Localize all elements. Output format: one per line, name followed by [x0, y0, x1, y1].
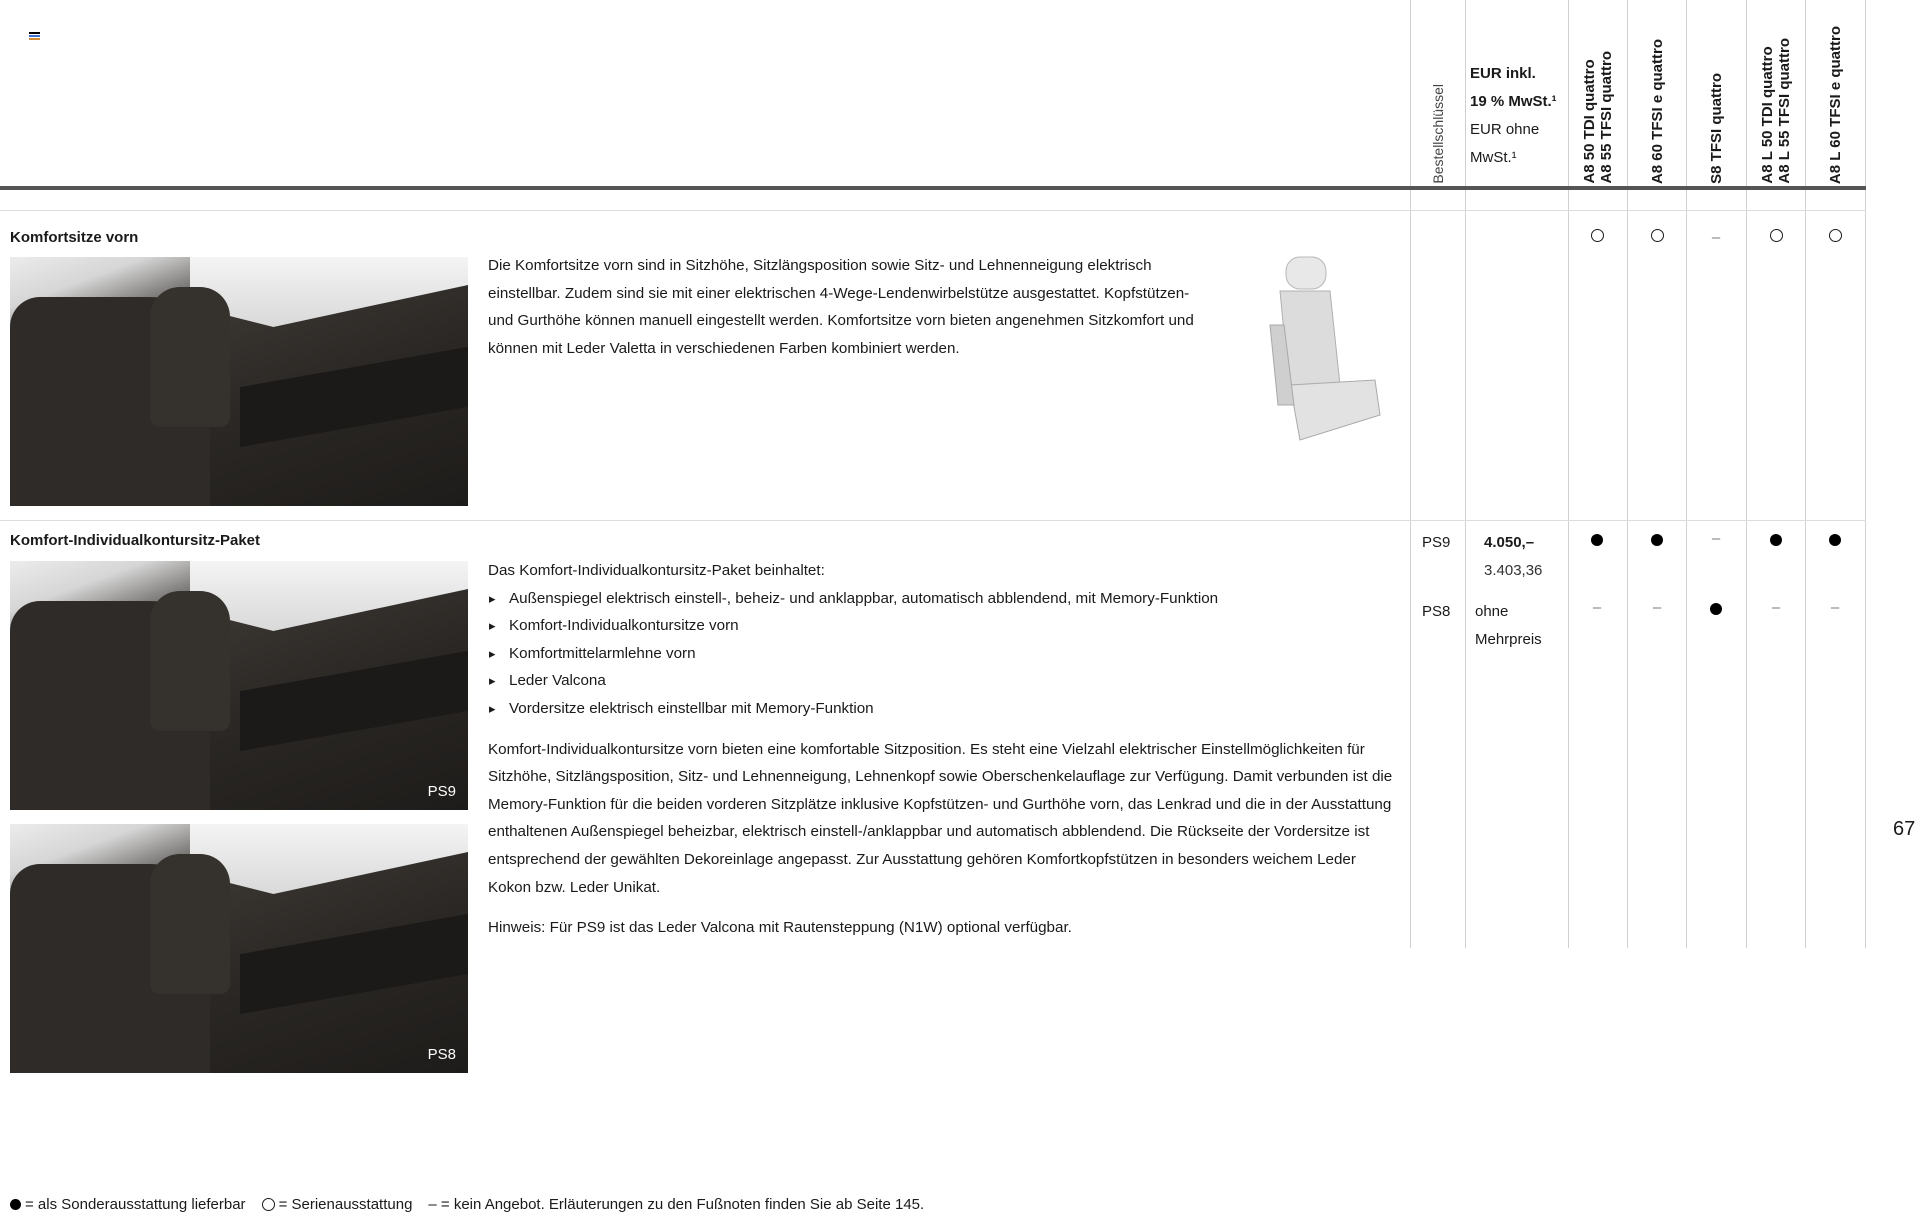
price-line1: ohne — [1475, 603, 1509, 620]
price-incl: 4.050,– — [1484, 534, 1535, 551]
row-description: Die Komfortsitze vorn sind in Sitzhöhe, Sitzlängsposition sowie Sitz- und Lehnenneigung elektrisch einstellbar. Zudem sind sie mit einer elektrischen 4-Wege-Lendenwirbelstütze ausgestattet. Kopfstützen- und Gurthöhe können manuell eingestellt werden. Komfortsitze vorn bieten angenehmen Sitzkomfort und können mit Leder Valetta in verschiedenen Farben kombiniert werden. — [488, 257, 1194, 357]
order-code: PS8 — [1422, 603, 1451, 620]
header-rule — [0, 186, 1866, 190]
availability-mark — [1647, 533, 1667, 550]
interior-photo-ps8 — [10, 824, 468, 1073]
availability-mark: – — [1830, 599, 1840, 616]
availability-mark: – — [1711, 229, 1721, 246]
availability-mark — [1766, 229, 1786, 246]
row-title-kontursitz-paket: Komfort-Individualkontursitz-Paket — [10, 532, 261, 549]
legend: = als Sonderausstattung lieferbar = Serienausstattung – = kein Angebot. Erläuterungen zu den Fußnoten finden Sie ab Seite 145. — [10, 1196, 924, 1213]
availability-mark — [1825, 229, 1845, 246]
header-model-a8-60: A8 60 TFSI e quattro — [1648, 38, 1666, 184]
list-item: ▸ Komfortmittelarmlehne vorn — [488, 640, 1402, 668]
availability-mark — [1766, 533, 1786, 550]
header-price: EUR inkl. 19 % MwSt.¹ EUR ohne MwSt.¹ — [1470, 65, 1557, 166]
availability-mark — [1647, 229, 1667, 246]
header-bestellschluessel: Bestellschlüssel — [1429, 84, 1446, 184]
list-item: ▸ Vordersitze elektrisch einstellbar mit Memory-Funktion — [488, 695, 1402, 723]
header-rule-thin — [0, 210, 1866, 211]
column-divider — [1865, 0, 1866, 948]
standard-circle-icon — [262, 1198, 275, 1211]
availability-mark — [1825, 533, 1845, 550]
availability-mark: – — [1771, 599, 1781, 616]
page-number: 67 — [1893, 818, 1916, 840]
list-item: ▸ Außenspiegel elektrisch einstell-, beheiz- und anklappbar, automatisch abblendend, mit Memory-Funktion — [488, 585, 1402, 613]
price-excl: 3.403,36 — [1484, 562, 1543, 579]
list-item: ▸ Komfort-Individualkontursitze vorn — [488, 612, 1402, 640]
column-divider — [1465, 0, 1466, 948]
header-model-a8-50-55: A8 50 TDI quattro A8 55 TFSI quattro — [1581, 51, 1615, 184]
availability-mark: – — [1652, 599, 1662, 616]
availability-mark — [1587, 533, 1607, 550]
seat-illustration — [1250, 255, 1390, 455]
availability-mark: – — [1711, 530, 1721, 547]
price-line2: Mehrpreis — [1475, 631, 1542, 648]
row-title-komfortsitze: Komfortsitze vorn — [10, 229, 139, 246]
row-description: Das Komfort-Individualkontursitz-Paket beinhaltet: ▸ Außenspiegel elektrisch einstell-, beheiz- und anklappbar, automatisch abblendend, mit Memory-Funktion ▸ Komfort-Individualkontursitze vorn ▸ Komfortmittelarmlehne vorn ▸ Leder Valcona ▸ Vordersitze elektrisch einstellbar mit Memory-Funktion Komfort-Individualkontursitze vorn bieten eine komfortable Sitzposition. Es steht eine Vielzahl elektrischer Einstellmöglichkeiten für Sitzhöhe, Sitzlängsposition, Sitz- und Lehnenneigung, Lehnenkopf sowie Oberschenkelauflage zur Verfügung. Damit verbunden ist die Memory-Funktion für die beiden vorderen Sitzplätze inklusive Kopfstützen- und Gurthöhe vorn, das Lenkrad und die in der Ausstattung enthaltenen Außenspiegel beheizbar, elektrisch einstell-/anklappbar und automatisch abblendend. Die Rückseite der Vordersitze ist entsprechend der gewählten Dekoreinlage angepasst. Zur Ausstattung gehören Komfortkopfstützen in besonders weichem Leder Kokon bzw. Leder Unikat. Hinweis: Für PS9 ist das Leder Valcona mit Rautensteppung (N1W) optional verfügbar. — [488, 557, 1402, 955]
image-tag: PS9 — [427, 783, 456, 800]
language-flag-icon — [29, 32, 40, 40]
interior-photo — [10, 257, 468, 506]
optional-dot-icon — [10, 1199, 21, 1210]
header-model-a8l-60: A8 L 60 TFSI e quattro — [1827, 25, 1844, 184]
interior-photo-ps9 — [10, 561, 468, 810]
image-tag: PS8 — [427, 1046, 456, 1063]
availability-mark — [1587, 229, 1607, 246]
row-separator — [0, 520, 1866, 521]
availability-mark — [1706, 602, 1726, 619]
list-item: ▸ Leder Valcona — [488, 667, 1402, 695]
order-code: PS9 — [1422, 534, 1451, 551]
header-model-s8: S8 TFSI quattro — [1708, 73, 1725, 184]
header-model-a8l-50-55: A8 L 50 TDI quattro A8 L 55 TFSI quattro — [1759, 38, 1793, 184]
availability-mark: – — [1592, 599, 1602, 616]
